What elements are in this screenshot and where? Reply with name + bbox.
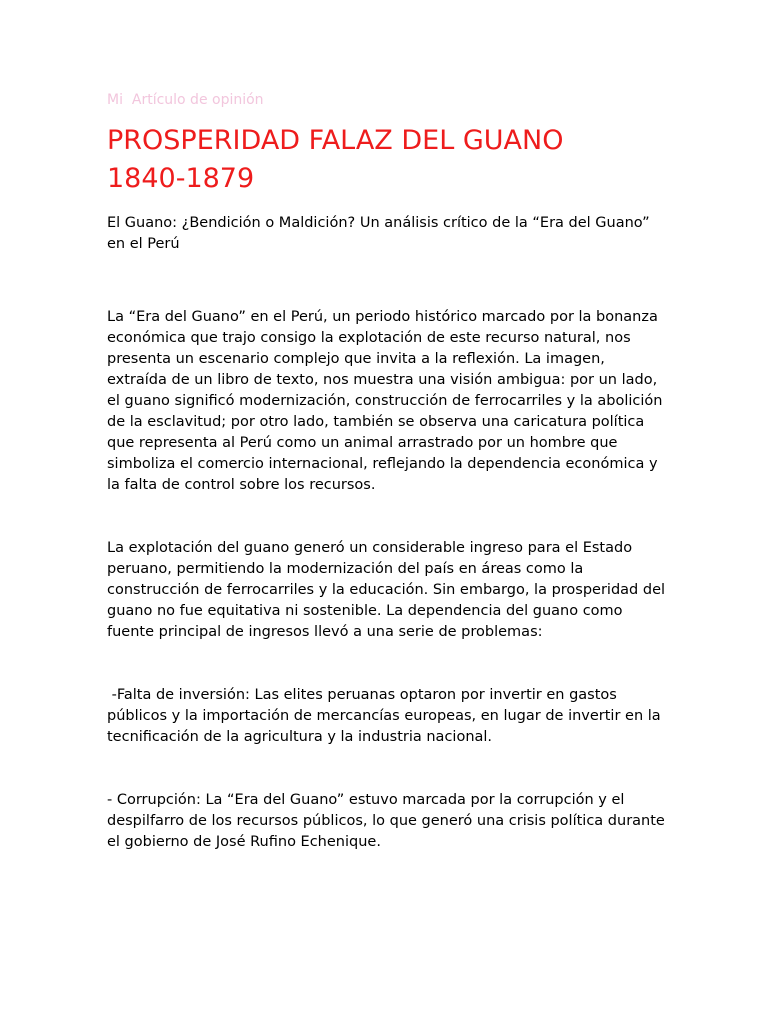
paragraph-economy: La explotación del guano generó un considerable ingreso para el Estado peruano, permitiendo la modernización del país en áreas como la construcción de ferrocarriles y la educación. Sin embargo, la prosperidad del guano no fue equitativa ni sostenible. La dependencia del guano como fuente principal de ingresos llevó a una serie de problemas: [107,540,666,640]
article-kicker: Mi Artículo de opinión [107,92,264,108]
title-line-1: PROSPERIDAD FALAZ DEL GUANO [107,125,564,156]
title-line-2: 1840-1879 [107,163,255,194]
document-page [107,90,667,853]
article-title [107,122,667,198]
article-subtitle: El Guano: ¿Bendición o Maldición? Un análisis crítico de la “Era del Guano” en el Perú [107,215,650,252]
paragraph-investment: -Falta de inversión: Las elites peruanas optaron por invertir en gastos públicos y la importación de mercancías europeas, en lugar de invertir en la tecnificación de la agricultura y la industria nacional. [107,687,666,745]
paragraph-corruption: - Corrupción: La “Era del Guano” estuvo marcada por la corrupción y el despilfarro de los recursos públicos, lo que generó una crisis política durante el gobierno de José Rufino Echenique. [107,792,665,850]
paragraph-intro: La “Era del Guano” en el Perú, un periodo histórico marcado por la bonanza económica que trajo consigo la explotación de este recurso natural, nos presenta un escenario complejo que invita a la reflexión. La imagen, extraída de un libro de texto, nos muestra una visión ambigua: por un lado, el guano significó modernización, construcción de ferrocarriles y la abolición de la esclavitud; por otro lado, también se observa una caricatura política que representa al Perú como un animal arrastrado por un hombre que simboliza el comercio internacional, reflejando la dependencia económica y la falta de control sobre los recursos. [107,309,663,493]
